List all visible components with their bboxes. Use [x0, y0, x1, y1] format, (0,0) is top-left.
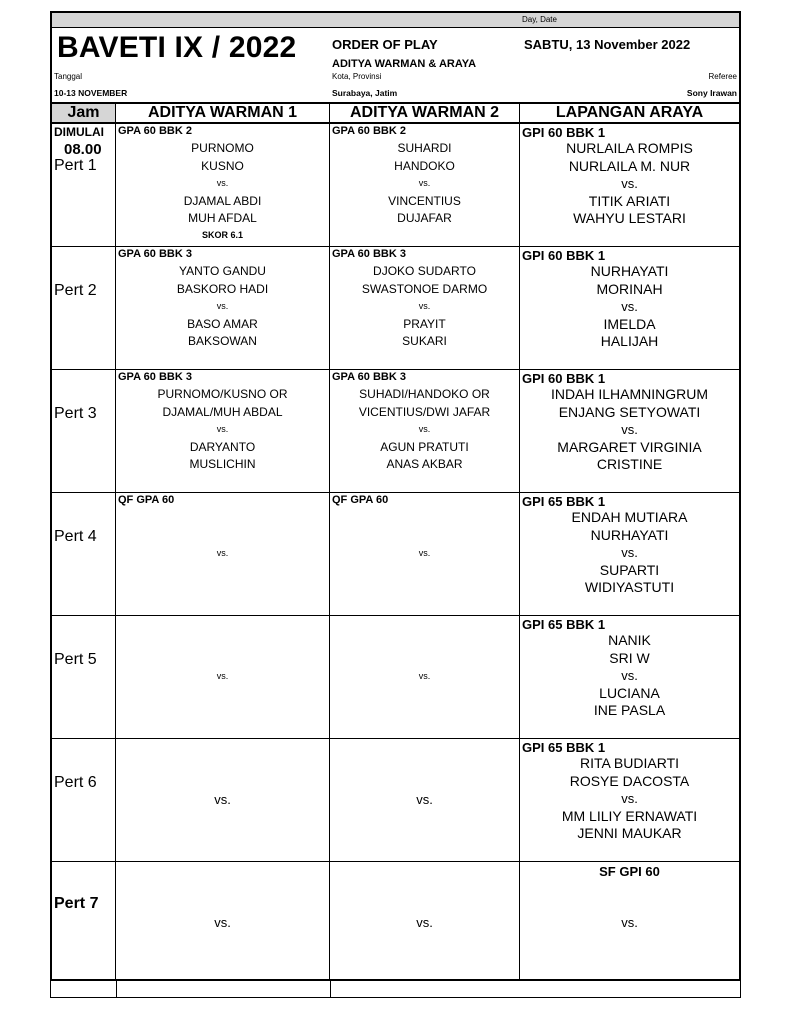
- match-cell: [520, 370, 739, 492]
- match-cell: [520, 862, 739, 981]
- versus-label: vs.: [214, 792, 231, 807]
- match-cell: [116, 370, 330, 492]
- player-name: ROSYE DACOSTA: [569, 772, 690, 789]
- match-category: GPI 65 BBK 1: [522, 740, 606, 755]
- player-name: VINCENTIUS: [388, 193, 461, 208]
- match-cell: [116, 739, 330, 861]
- match-cell: [520, 493, 739, 615]
- match-category: GPA 60 BBK 2: [332, 125, 406, 137]
- player-name: DARYANTO: [189, 439, 256, 454]
- player-name: IMELDA: [603, 315, 656, 332]
- kota-value: Surabaya, Jatim: [332, 88, 398, 98]
- player-name: ENJANG SETYOWATI: [558, 403, 701, 420]
- player-name: DUJAFAR: [397, 211, 452, 225]
- player-name: RITA BUDIARTI: [579, 755, 680, 771]
- time-cell: [52, 370, 116, 492]
- match-cell: [330, 862, 520, 981]
- match-players: [116, 386, 329, 474]
- player-name: DJAMAL/MUH ABDAL: [162, 404, 283, 419]
- player-name: DJAMAL ABDI: [183, 193, 262, 208]
- pert-label: Pert 7: [54, 895, 99, 912]
- player-name: ANAS AKBAR: [386, 457, 463, 471]
- match-cell: [116, 247, 330, 369]
- player-name: PURNOMO/KUSNO OR: [157, 387, 288, 401]
- player-name: INDAH ILHAMNINGRUM: [550, 386, 709, 402]
- player-name: LUCIANA: [599, 684, 660, 701]
- player-name: BAKSOWAN: [188, 334, 257, 348]
- versus-label: vs.: [418, 548, 431, 558]
- match-category: GPI 60 BBK 1: [522, 125, 606, 140]
- player-name: SRI W: [609, 649, 650, 666]
- player-name: CRISTINE: [596, 456, 663, 472]
- player-name: TITIK ARIATI: [588, 192, 671, 209]
- player-name: NURLAILA M. NUR: [568, 157, 691, 174]
- match-players: [330, 263, 519, 351]
- player-name: MORINAH: [596, 280, 663, 297]
- schedule-row: [52, 616, 739, 739]
- schedule-row: [52, 739, 739, 862]
- match-cell: [520, 247, 739, 369]
- player-name: WAHYU LESTARI: [573, 210, 686, 226]
- match-players: [520, 755, 739, 843]
- player-name: JENNI MAUKAR: [577, 825, 682, 841]
- pert-label: Pert 4: [54, 528, 97, 545]
- jam-header: Jam: [52, 104, 116, 122]
- match-players: [116, 140, 329, 242]
- match-category: GPI 60 BBK 1: [522, 248, 606, 263]
- player-name: BASKORO HADI: [176, 281, 269, 296]
- dimulai-label: DIMULAI: [54, 125, 104, 139]
- schedule-row: [52, 124, 739, 247]
- versus-label: vs.: [621, 668, 638, 683]
- time-cell: [52, 739, 116, 861]
- player-name: INE PASLA: [593, 702, 666, 718]
- match-cell: [520, 124, 739, 246]
- player-name: ENDAH MUTIARA: [571, 509, 688, 525]
- player-name: DJOKO SUDARTO: [373, 264, 476, 278]
- player-name: PRAYIT: [403, 316, 446, 331]
- versus-label: vs.: [418, 424, 431, 434]
- match-players: [520, 263, 739, 351]
- schedule-row: [52, 493, 739, 616]
- time-cell: [52, 862, 116, 981]
- match-cell: [330, 493, 520, 615]
- player-name: NURHAYATI: [590, 263, 669, 279]
- player-name: SUKARI: [402, 334, 447, 348]
- match-cell: [116, 124, 330, 246]
- player-name: NURLAILA ROMPIS: [566, 140, 693, 156]
- footer-row: [50, 981, 741, 998]
- column-header-row: [52, 102, 739, 124]
- match-category: GPI 65 BBK 1: [522, 494, 606, 509]
- match-cell: [330, 124, 520, 246]
- tanggal-label: Tanggal: [54, 72, 83, 81]
- referee-value: Sony Irawan: [686, 88, 737, 98]
- match-category: GPI 65 BBK 1: [522, 617, 606, 632]
- day-date-bar: [52, 13, 739, 28]
- player-name: MUH AFDAL: [188, 211, 257, 225]
- match-players: [116, 263, 329, 351]
- match-players: [520, 140, 739, 228]
- versus-label: vs.: [621, 176, 638, 191]
- match-category: GPA 60 BBK 2: [118, 125, 192, 137]
- versus-label: vs.: [216, 301, 229, 311]
- versus-label: vs.: [216, 178, 229, 188]
- pert-label: Pert 3: [54, 405, 97, 422]
- player-name: SUHARDI: [397, 141, 452, 155]
- versus-label: vs.: [216, 671, 229, 681]
- player-name: WIDIYASTUTI: [584, 579, 675, 595]
- player-name: SUHADI/HANDOKO OR: [359, 387, 490, 401]
- versus-label: vs.: [216, 548, 229, 558]
- court-2-header: ADITYA WARMAN 2: [330, 104, 520, 122]
- player-name: MARGARET VIRGINIA: [557, 438, 702, 455]
- player-name: SWASTONOE DARMO: [361, 281, 488, 296]
- match-players: [520, 632, 739, 720]
- order-of-play-label: ORDER OF PLAY: [332, 37, 438, 52]
- venue-name: ADITYA WARMAN & ARAYA: [332, 58, 477, 70]
- schedule-row: [52, 862, 739, 981]
- tournament-title: BAVETI IX / 2022: [57, 31, 297, 64]
- player-name: PURNOMO: [191, 141, 254, 155]
- match-cell: [116, 616, 330, 738]
- referee-label: Referee: [708, 72, 737, 81]
- time-cell: [52, 616, 116, 738]
- schedule-row: [52, 247, 739, 370]
- match-cell: [520, 616, 739, 738]
- match-cell: [330, 739, 520, 861]
- match-cell: [520, 739, 739, 861]
- player-name: AGUN PRATUTI: [380, 439, 469, 454]
- versus-label: vs.: [418, 178, 431, 188]
- pert-label: Pert 2: [54, 282, 97, 299]
- match-cell: [330, 616, 520, 738]
- player-name: HANDOKO: [394, 158, 455, 173]
- footer-cell: [51, 981, 117, 997]
- match-category: QF GPA 60: [118, 494, 175, 506]
- match-cell: [116, 493, 330, 615]
- versus-label: vs.: [418, 301, 431, 311]
- match-category: GPA 60 BBK 3: [118, 248, 192, 260]
- start-time: 08.00: [64, 141, 102, 158]
- versus-label: vs.: [418, 671, 431, 681]
- match-players: [330, 140, 519, 228]
- player-name: NANIK: [608, 632, 651, 648]
- time-cell: [52, 247, 116, 369]
- versus-label: vs.: [621, 299, 638, 314]
- pert-label: Pert 1: [54, 157, 97, 174]
- player-name: MM LILIY ERNAWATI: [561, 807, 698, 824]
- versus-label: vs.: [216, 424, 229, 434]
- player-name: YANTO GANDU: [179, 264, 266, 278]
- versus-label: vs.: [621, 791, 638, 806]
- court-1-header: ADITYA WARMAN 1: [116, 104, 330, 122]
- play-date: SABTU, 13 November 2022: [524, 37, 691, 52]
- match-category: GPI 60 BBK 1: [522, 371, 606, 386]
- day-date-label: Day, Date: [522, 15, 557, 24]
- versus-label: vs.: [416, 915, 433, 930]
- match-cell: [330, 370, 520, 492]
- score-label: SKOR 6.1: [201, 229, 243, 240]
- player-name: HALIJAH: [600, 333, 659, 349]
- versus-label: vs.: [621, 422, 638, 437]
- match-players: [330, 386, 519, 474]
- match-category: GPA 60 BBK 3: [118, 371, 192, 383]
- versus-label: vs.: [621, 545, 638, 560]
- match-cell: [330, 247, 520, 369]
- order-of-play-sheet: [50, 11, 741, 981]
- versus-label: vs.: [416, 792, 433, 807]
- time-cell: [52, 124, 116, 246]
- player-name: BASO AMAR: [187, 316, 258, 331]
- match-players: [520, 386, 739, 474]
- match-category: QF GPA 60: [332, 494, 389, 506]
- pert-label: Pert 5: [54, 651, 97, 668]
- match-category: GPA 60 BBK 3: [332, 371, 406, 383]
- pert-label: Pert 6: [54, 774, 97, 791]
- versus-label: vs.: [214, 915, 231, 930]
- kota-label: Kota, Provinsi: [332, 72, 382, 81]
- player-name: KUSNO: [201, 158, 244, 173]
- court-3-header: LAPANGAN ARAYA: [555, 104, 704, 121]
- match-category: GPA 60 BBK 3: [332, 248, 406, 260]
- player-name: SUPARTI: [599, 561, 660, 578]
- footer-cell: [116, 981, 331, 997]
- schedule-row: [52, 370, 739, 493]
- player-name: NURHAYATI: [590, 526, 669, 543]
- match-cell: [116, 862, 330, 981]
- player-name: VICENTIUS/DWI JAFAR: [358, 404, 491, 419]
- versus-label: vs.: [621, 915, 638, 930]
- match-players: [520, 509, 739, 597]
- tanggal-value: 10-13 NOVEMBER: [54, 88, 128, 98]
- player-name: MUSLICHIN: [189, 457, 256, 471]
- match-category: SF GPI 60: [599, 864, 660, 879]
- time-cell: [52, 493, 116, 615]
